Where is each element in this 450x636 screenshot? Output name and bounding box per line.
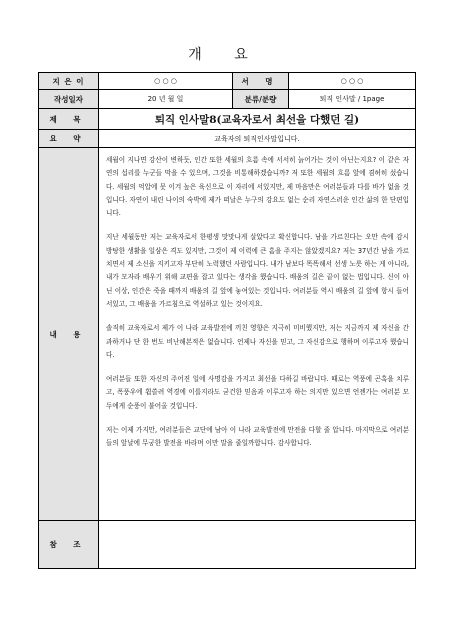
subject-label: 제 목 — [39, 109, 99, 130]
summary-form-table — [38, 72, 416, 569]
content-paragraph: 여러분들 또한 자신의 주어진 일에 사명감을 가지고 최선을 다하길 바랍니다. 때로는 역풍에 곤혹을 치루고, 폭풍우에 휩쓸려 역경에 이를지라도 굳건한 믿음과 이루고자 하는 의지만 있으면 언젠가는 여러분 모두에게 순풍이 불어올 것입니다. — [106, 375, 409, 410]
reference-value — [99, 521, 416, 569]
page-title: 개 요 — [188, 47, 262, 63]
content-body — [99, 148, 416, 521]
summary-value: 교육자의 퇴직인사말입니다. — [99, 130, 416, 148]
category-label: 분류/분량 — [233, 90, 289, 109]
author-label: 지 은 이 — [39, 73, 99, 90]
signature-value: ○ ○ ○ — [289, 73, 416, 90]
document-subject: 퇴직 인사말8(교육자로서 최선을 다했던 길) — [99, 109, 416, 130]
content-paragraph: 솔직히 교육자로서 제가 이 나라 교육발전에 끼친 영향은 지극히 미비했지만, 저는 지금까지 제 자신을 간과하거나 단 한 번도 비난해본적은 없습니다. 언제나 자신을 믿고, 그 자신감으로 행하며 이루고자 했습니다. — [106, 324, 409, 359]
content-label: 내 용 — [39, 148, 99, 521]
signature-label: 서 명 — [233, 73, 289, 90]
reference-label: 참 조 — [39, 521, 99, 569]
date-label: 작성일자 — [39, 90, 99, 109]
content-paragraph: 지난 세월동안 저는 교육자로서 한평생 맛맛나게 살았다고 확신합니다. 남을 가르친다는 오만 속에 감시 방탕한 생활을 일삼은 격도 있지만, 그것이 제 이력에 큰 흠을 주지는 않았겠지요? 저는 37년간 남을 가르치면서 제 소신을 지키고자 부단히 노력했던 사람입니다. 내가 남보다 똑똑해서 선생 노릇 하는 게 아니라, 내가 모자라 배우기 위해 교편을 잡고 있다는 생각을 했습니다. 배움의 길은 끝이 없는 법입니다. 신이 아닌 이상, 인간은 죽을 때까지 배움의 길 앞에 놓여있는 것입니다. 여러분들 역시 배움의 길 앞에 항시 들어서있고, 그 배움을 가르침으로 역설하고 있는 것이지요. — [106, 233, 409, 308]
summary-label: 요 약 — [39, 130, 99, 148]
date-value: 20 년 월 일 — [99, 90, 233, 109]
content-paragraph: 저는 이제 가지만, 여러분들은 교단에 남아 이 나라 교육발전에 만전을 다할 줄 압니다. 마지막으로 여러분들의 앞날에 무궁한 발전을 바라며 이만 말을 줄일까합니다. 감사합니다. — [106, 426, 409, 448]
content-paragraph: 세월이 지나면 강산이 변하듯, 인간 또한 세월의 흐름 속에 서서히 늙어가는 것이 아닌는지요? 이 같은 자연의 섭리를 누군들 막을 수 있으며, 그것을 비통해하겠습니까? 저 또한 세월의 흐름 앞에 겸허히 섰습니다. 세월의 억압에 못 이겨 높은 육신으로 이 자리에 서있지만, 제 마음만은 여러분들과 다를 바가 없을 것입니다. 자연이 내린 나이의 숙박에 제가 떠날은 누구의 강요도 없는 순리 자연스러운 인간 삶의 한 단편입니다. — [106, 156, 409, 218]
category-value: 퇴직 인사말 / 1page — [289, 90, 416, 109]
author-value: ○ ○ ○ — [99, 73, 233, 90]
